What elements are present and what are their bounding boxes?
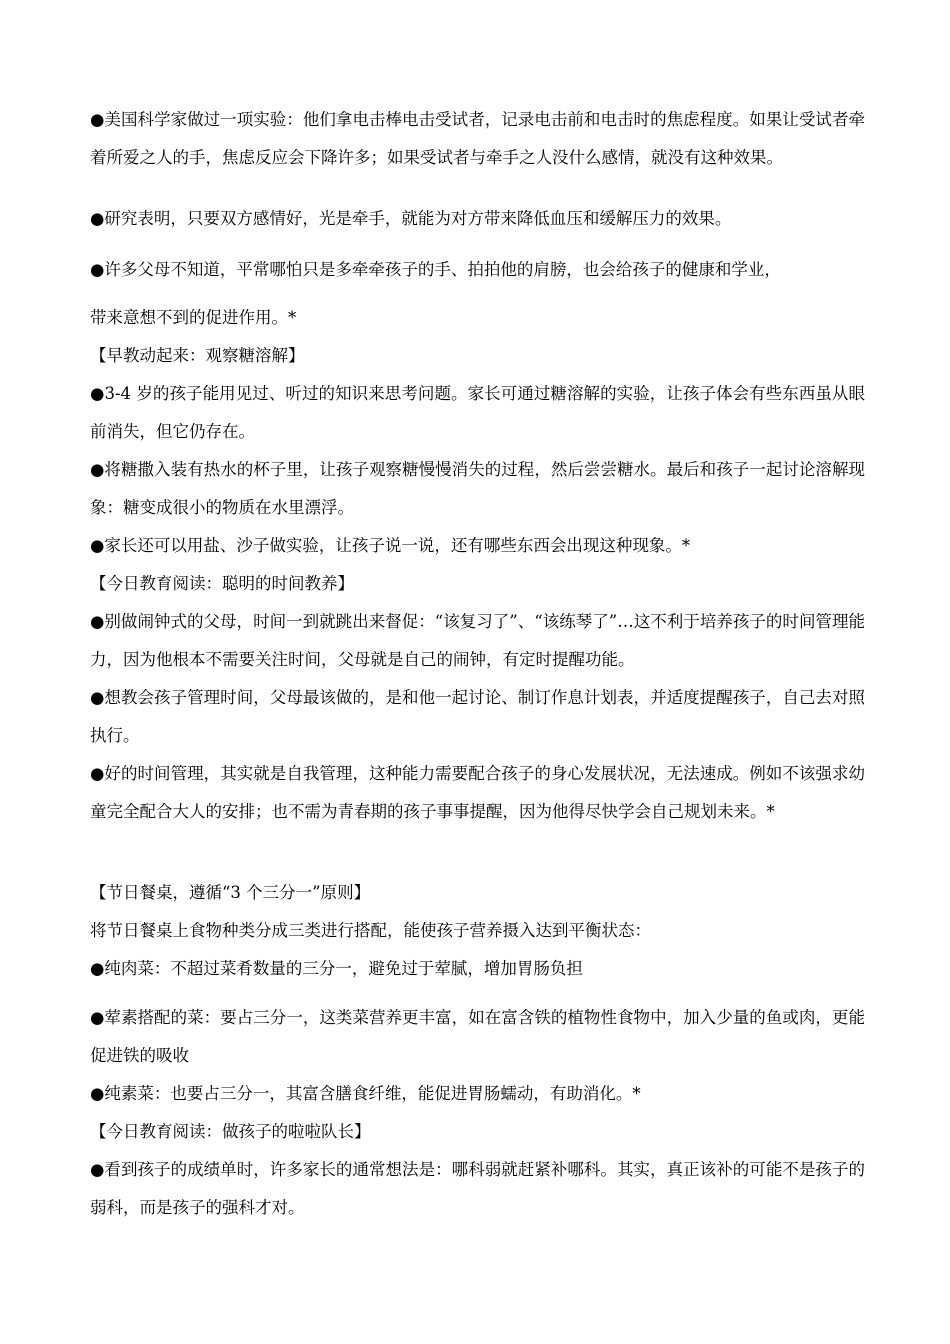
paragraph-children-thinking: ●3-4 岁的孩子能用见过、听过的知识来思考问题。家长可通过糖溶解的实验，让孩子体会有些东西虽从眼前消失，但它仍存在。: [90, 384, 865, 441]
paragraph-food-categories: 将节日餐桌上食物种类分成三类进行搭配，能使孩子营养摄入达到平衡状态：: [90, 921, 651, 940]
section-heading-holiday-table: 【节日餐桌，遵循“3 个三分一”原则】: [90, 883, 371, 902]
paragraph-mixed-dishes: ●荤素搭配的菜：要占三分一，这类菜营养更丰富，如在富含铁的植物性食物中，加入少量的鱼或肉，更能促进铁的吸收: [90, 1008, 865, 1065]
paragraph-meat-dishes: ●纯肉菜：不超过菜肴数量的三分一，避免过于荤腻，增加胃肠负担: [90, 959, 583, 978]
section-heading-cheerleader: 【今日教育阅读：做孩子的啦啦队长】: [90, 1122, 371, 1141]
paragraph-experiment: ●美国科学家做过一项实验：他们拿电击棒电击受试者，记录电击前和电击时的焦虑程度。如果让受试者牵着所爱之人的手，焦虑反应会下降许多；如果受试者与牵手之人没什么感情，就没有这种效果。: [90, 110, 865, 167]
paragraph-teach-time: ●想教会孩子管理时间，父母最该做的，是和他一起讨论、制订作息计划表，并适度提醒孩子，自己去对照执行。: [90, 688, 865, 745]
paragraph-alarm-parents: ●别做闹钟式的父母，时间一到就跳出来督促：“该复习了”、“该练琴了”…这不利于培养孩子的时间管理能力，因为他根本不需要关注时间，父母就是自己的闹钟，有定时提醒功能。: [90, 612, 865, 669]
section-heading-time-education: 【今日教育阅读：聪明的时间教养】: [90, 574, 354, 593]
section-heading-sugar-dissolving: 【早教动起来：观察糖溶解】: [90, 346, 305, 365]
paragraph-report-card: ●看到孩子的成绩单时，许多家长的通常想法是：哪科弱就赶紧补哪科。其实，真正该补的可能不是孩子的弱科，而是孩子的强科才对。: [90, 1160, 865, 1217]
paragraph-vegetable-dishes: ●纯素菜：也要占三分一，其富含膳食纤维，能促进胃肠蠕动，有助消化。*: [90, 1084, 641, 1103]
paragraph-unexpected-effect: 带来意想不到的促进作用。*: [90, 308, 297, 327]
paragraph-sugar-experiment: ●将糖撒入装有热水的杯子里，让孩子观察糖慢慢消失的过程，然后尝尝糖水。最后和孩子一起讨论溶解现象：糖变成很小的物质在水里漂浮。: [90, 460, 865, 517]
paragraph-holding-hands: ●研究表明，只要双方感情好，光是牵手，就能为对方带来降低血压和缓解压力的效果。: [90, 209, 732, 228]
paragraph-self-management: ●好的时间管理，其实就是自我管理，这种能力需要配合孩子的身心发展状况，无法速成。例如不该强求幼童完全配合大人的安排；也不需为青春期的孩子事事提醒，因为他得尽快学会自己规划未来。*: [90, 764, 865, 821]
paragraph-parents-unaware: ●许多父母不知道，平常哪怕只是多牵牵孩子的手、拍拍他的肩膀，也会给孩子的健康和学业，: [90, 260, 781, 279]
paragraph-salt-sand: ●家长还可以用盐、沙子做实验，让孩子说一说，还有哪些东西会出现这种现象。*: [90, 536, 691, 555]
